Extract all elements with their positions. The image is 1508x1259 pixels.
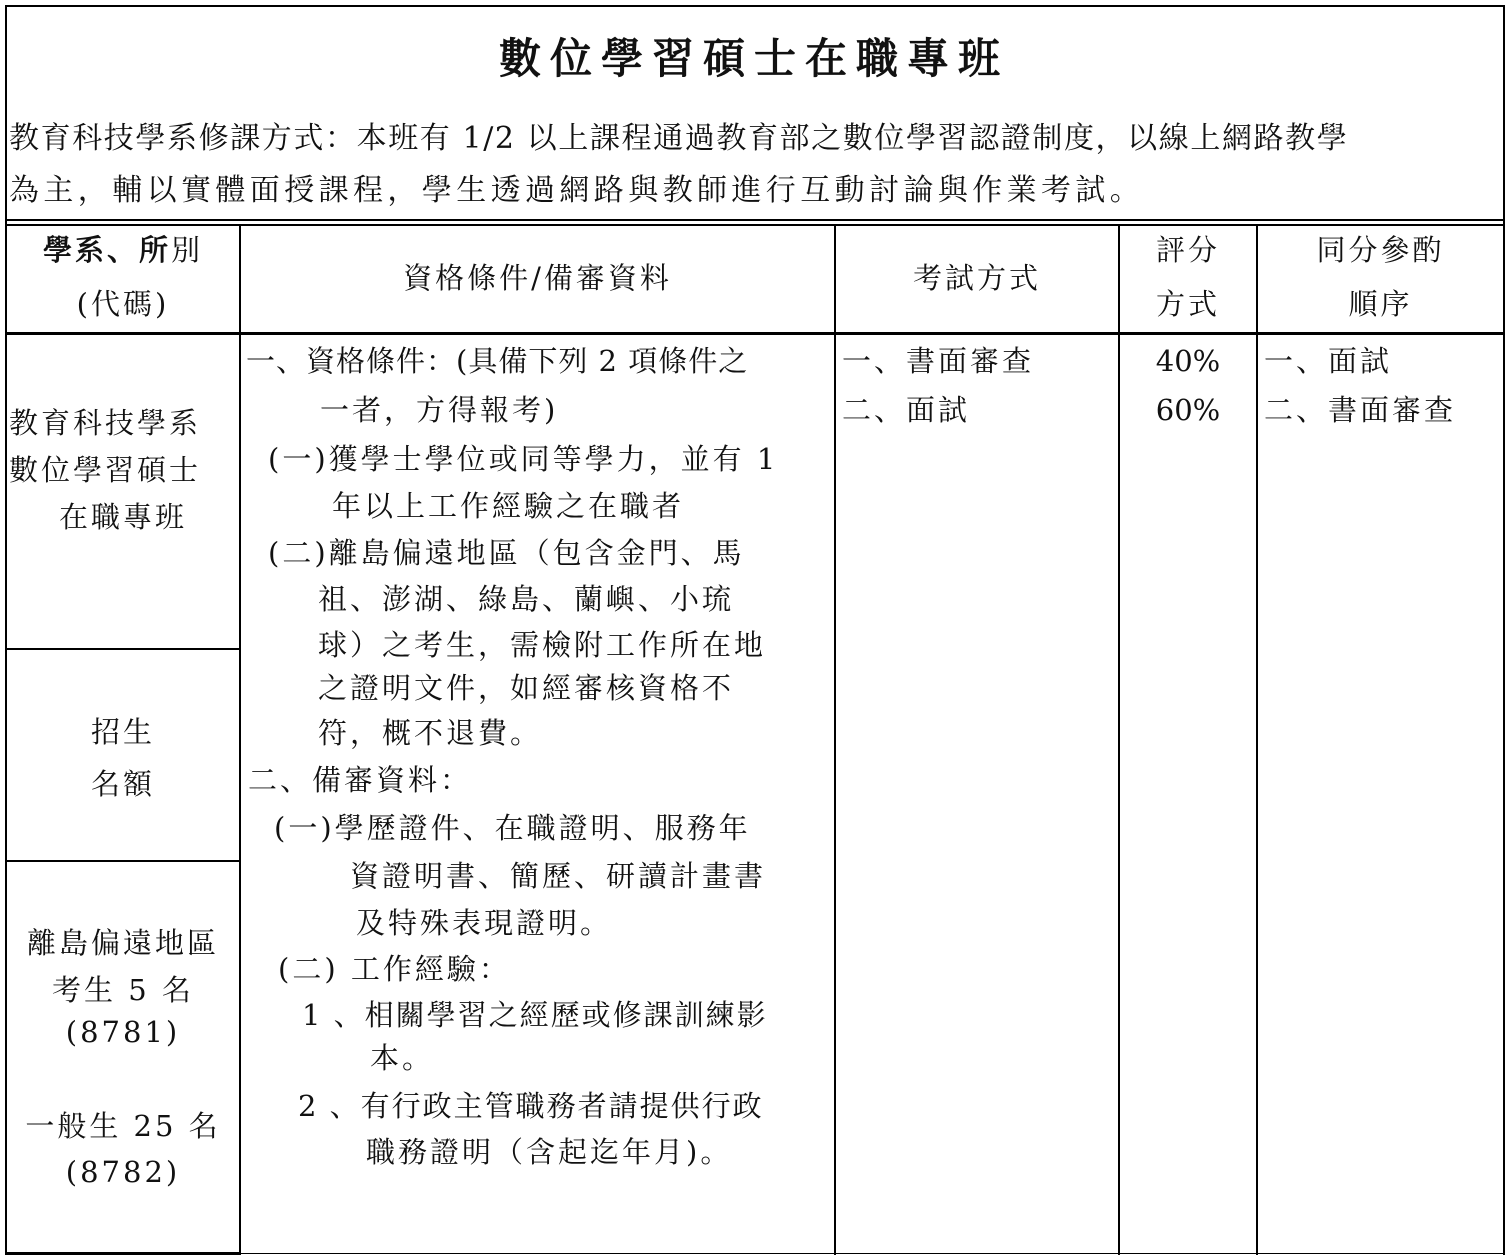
department-name-line-3: 在職專班 (58, 500, 187, 534)
qualification-line: (二) 工作經驗： (278, 952, 511, 986)
col-divider-2 (834, 224, 836, 1255)
header-department-code: (代碼) (76, 287, 170, 321)
qualification-line: (一)獲學士學位或同等學力，並有 1 (268, 442, 779, 476)
tie-break-item: 二、書面審查 (1264, 393, 1457, 427)
bottom-rule-left (5, 1252, 241, 1255)
quota-label-line-1: 招生 (90, 715, 155, 749)
intro-rule-a (5, 219, 1505, 221)
intro-rule-b (5, 224, 1505, 226)
scoring-weight: 60% (1155, 393, 1221, 427)
left-row-rule-1 (5, 648, 241, 650)
outer-border-top (5, 5, 1505, 7)
header-tiebreak-line-1: 同分參酌 (1316, 233, 1445, 267)
left-row-rule-2 (5, 860, 241, 862)
col-divider-4 (1256, 224, 1258, 1255)
header-exam-method: 考試方式 (912, 261, 1041, 295)
quota-remote-line-2: 考生 5 名 (52, 973, 194, 1007)
header-tiebreak-line-2: 順序 (1348, 287, 1413, 321)
qualification-line: 本。 (370, 1041, 435, 1075)
outer-border-left (5, 5, 7, 1255)
exam-method-item: 二、面試 (842, 393, 971, 427)
header-scoring-line-1: 評分 (1155, 233, 1220, 267)
tie-break-item: 一、面試 (1264, 344, 1393, 378)
qualification-line: 祖、澎湖、綠島、蘭嶼、小琉 (318, 582, 735, 616)
qualification-line: 資證明書、簡歷、研讀計畫書 (350, 859, 767, 893)
col-divider-3 (1118, 224, 1120, 1255)
bottom-rule-right (241, 1253, 1505, 1254)
quota-remote-line-1: 離島偏遠地區 (26, 926, 219, 960)
department-name-line-2: 數位學習碩士 (9, 453, 202, 487)
quota-label-line-2: 名額 (90, 767, 155, 801)
qualification-line: 之證明文件，如經審核資格不 (318, 671, 735, 705)
qualification-line: (二)離島偏遠地區（包含金門、馬 (268, 536, 745, 570)
header-qualification: 資格條件/備審資料 (403, 261, 672, 295)
exam-method-item: 一、書面審查 (842, 344, 1035, 378)
header-department (7, 233, 239, 267)
qualification-line: 職務證明（含起迄年月)。 (366, 1135, 733, 1169)
qualification-line: 一、資格條件：(具備下列 2 項條件之 (246, 344, 749, 378)
qualification-line: 符，概不退費。 (318, 716, 543, 750)
col-divider-1 (239, 224, 241, 1255)
qualification-line: 一者，方得報考) (320, 393, 559, 427)
intro-line-2: 為主，輔以實體面授課程，學生透過網路與教師進行互動討論與作業考試。 (9, 173, 1145, 208)
qualification-line: 球）之考生，需檢附工作所在地 (318, 628, 767, 662)
header-department-suffix: 別 (171, 233, 204, 267)
header-rule (5, 332, 1505, 335)
page-title: 數位學習碩士在職專班 (498, 34, 1009, 83)
header-scoring-line-2: 方式 (1155, 287, 1220, 321)
quota-remote-code: (8781) (65, 1015, 181, 1049)
quota-general-code: (8782) (65, 1155, 181, 1189)
intro-line-1: 教育科技學系修課方式：本班有 1/2 以上課程通過教育部之數位學習認證制度，以線上網路教學 (9, 121, 1349, 156)
header-department-bold: 學系、所 (42, 233, 171, 267)
qualification-line: 及特殊表現證明。 (356, 906, 613, 940)
qualification-line: 2 、有行政主管職務者請提供行政 (298, 1089, 764, 1123)
qualification-line: 1 、相關學習之經歷或修課訓練影 (302, 998, 768, 1032)
outer-border-right (1503, 5, 1505, 1255)
qualification-line: (一)學歷證件、在職證明、服務年 (274, 811, 751, 845)
scoring-weight: 40% (1155, 344, 1221, 378)
quota-general-line-1: 一般生 25 名 (25, 1109, 221, 1143)
qualification-line: 年以上工作經驗之在職者 (332, 489, 685, 523)
qualification-line: 二、備審資料： (248, 763, 473, 797)
department-name-line-1: 教育科技學系 (9, 406, 202, 440)
